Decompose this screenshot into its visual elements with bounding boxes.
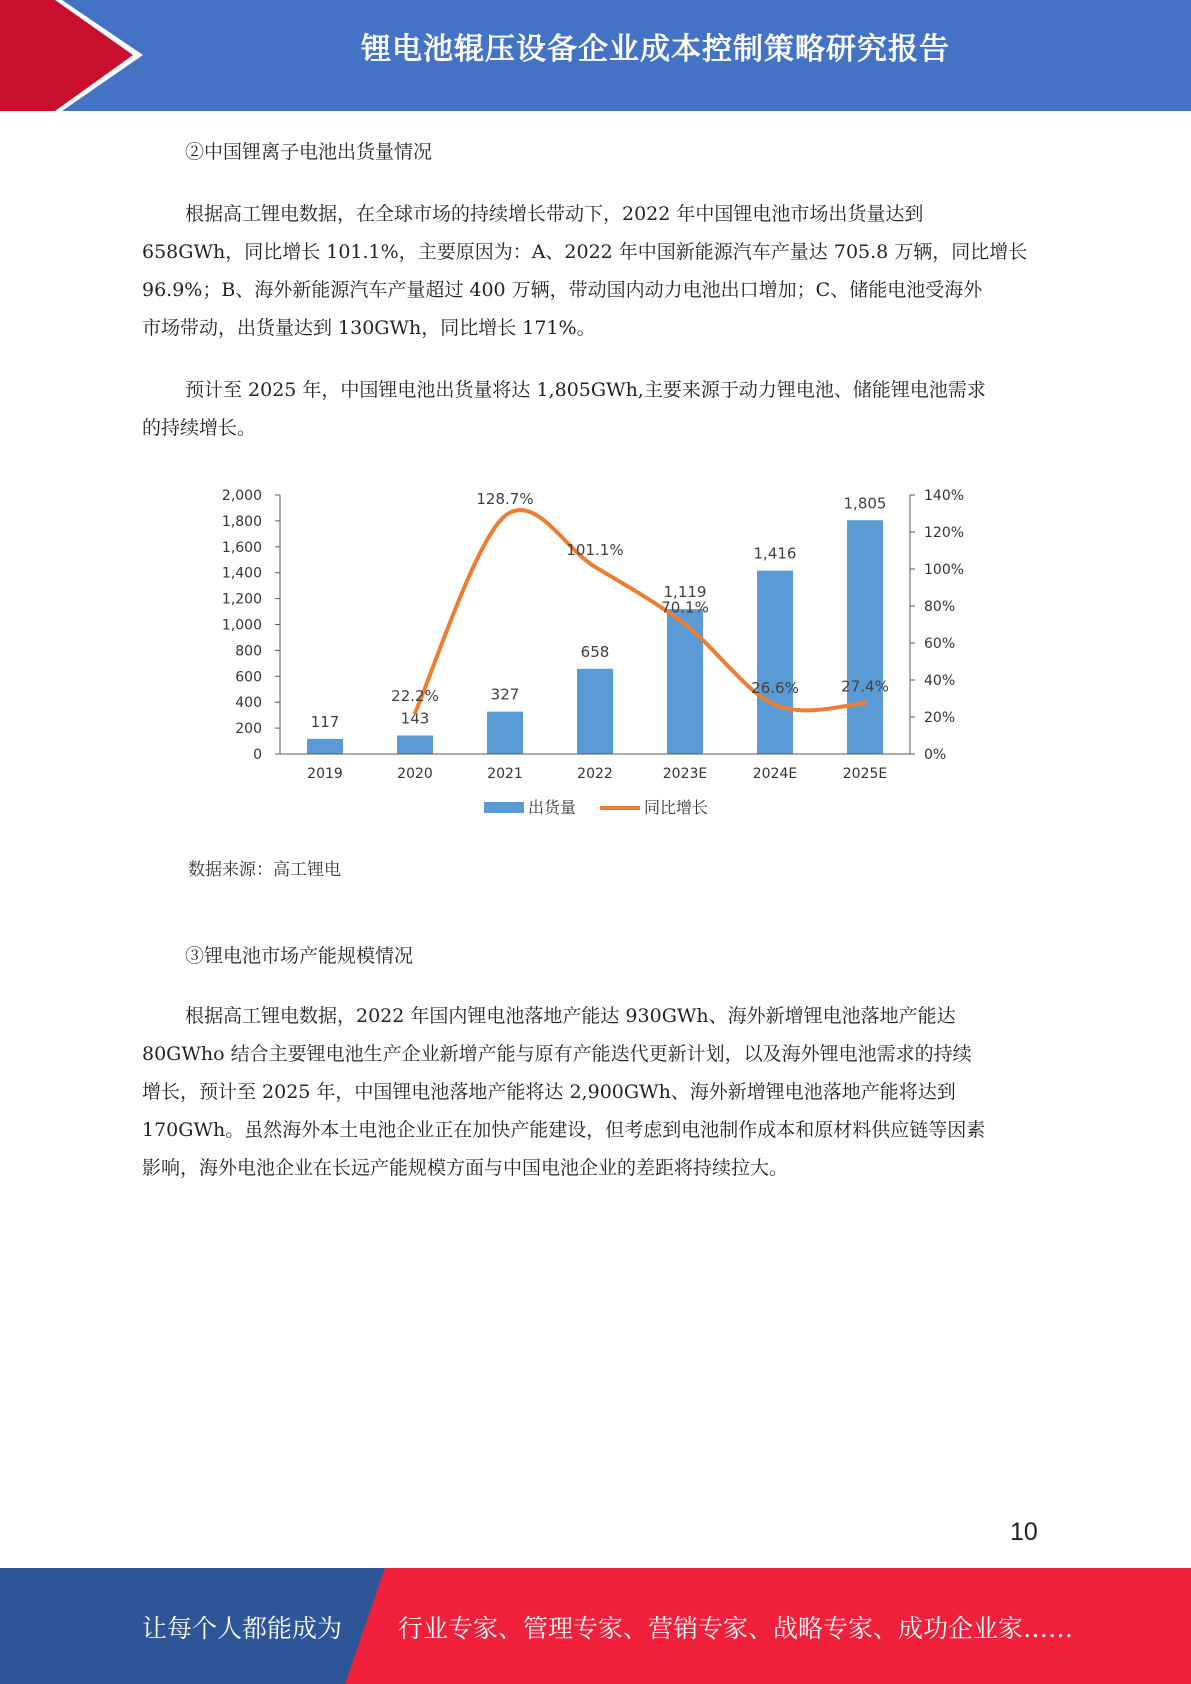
right-tick-label: 80%: [924, 599, 956, 615]
para-line: 预计至 2025 年，中国锂电池出货量将达 1,805GWh,主要来源于动力锂电池、储能锂电池需求: [185, 379, 986, 401]
page-number: 10: [1010, 1518, 1038, 1546]
bar: [577, 669, 613, 754]
paragraph-shipments: [142, 195, 1047, 347]
para-line: 根据高工锂电数据，2022 年国内锂电池落地产能达 930GWh、海外新增锂电池落地产能达: [185, 1005, 956, 1027]
shipment-chart: [200, 478, 990, 830]
x-tick-label: 2021: [487, 766, 523, 782]
right-tick-label: 20%: [924, 710, 956, 726]
page-footer: [0, 1568, 1191, 1684]
left-axis: [222, 488, 280, 763]
para-line: 根据高工锂电数据，在全球市场的持续增长带动下，2022 年中国锂电池市场出货量达到: [185, 203, 924, 225]
para-line: 96.9%；B、海外新能源汽车产量超过 400 万辆，带动国内动力电池出口增加；C、储能电池受海外: [142, 279, 983, 301]
left-tick-label: 1,400: [221, 565, 262, 582]
left-tick-label: 200: [235, 721, 262, 738]
data-source-note: 数据来源：高工锂电: [188, 860, 341, 880]
para-line: 市场带动，出货量达到 130GWh，同比增长 171%。: [142, 317, 596, 339]
left-tick-label: 1,600: [221, 539, 262, 556]
bar-data-label: 117: [310, 712, 340, 731]
right-tick-label: 0%: [924, 747, 947, 763]
bar-series: [307, 494, 886, 754]
bar: [757, 571, 793, 754]
legend-line-label: 同比增长: [644, 798, 709, 817]
right-tick-label: 100%: [924, 562, 965, 578]
left-tick-label: 600: [235, 669, 262, 686]
x-tick-label: 2025E: [842, 766, 888, 782]
para-line: 658GWh，同比增长 101.1%，主要原因为：A、2022 年中国新能源汽车产量达 705.8 万辆，同比增长: [142, 241, 1028, 263]
report-title: 锂电池辊压设备企业成本控制策略研究报告: [361, 32, 950, 67]
para-line: 的持续增长。: [142, 417, 257, 439]
legend-bar-swatch: [484, 802, 524, 813]
header-chevron-icon: [0, 0, 200, 111]
left-tick-label: 2,000: [221, 488, 262, 504]
bar: [487, 712, 523, 754]
bar-data-label: 658: [580, 642, 610, 661]
left-tick-label: 1,200: [221, 591, 262, 608]
paragraph-forecast: [142, 371, 1047, 447]
legend-bar-label: 出货量: [528, 798, 577, 817]
bar-data-label: 1,416: [753, 544, 797, 563]
bar-data-label: 1,805: [843, 494, 887, 513]
line-data-label: 101.1%: [566, 540, 624, 559]
para-line: 影响，海外电池企业在长远产能规模方面与中国电池企业的差距将持续拉大。: [142, 1157, 789, 1179]
bar-data-label: 327: [490, 685, 520, 704]
left-tick-label: 1,800: [221, 513, 262, 530]
x-tick-label: 2020: [397, 766, 433, 782]
left-tick-label: 400: [235, 695, 262, 712]
x-tick-label: 2022: [577, 766, 613, 782]
left-tick-label: 800: [235, 643, 262, 660]
line-data-label: 22.2%: [391, 686, 439, 705]
right-tick-label: 140%: [924, 488, 965, 504]
left-tick-label: 1,000: [221, 617, 262, 634]
right-tick-label: 60%: [924, 636, 956, 652]
right-tick-label: 40%: [924, 673, 956, 689]
chart-legend: [484, 798, 708, 817]
line-data-label: 70.1%: [661, 598, 709, 617]
x-tick-label: 2023E: [662, 766, 708, 782]
x-tick-label: 2024E: [752, 766, 798, 782]
footer-slogan-left: 让每个人都能成为: [142, 1614, 343, 1643]
bar: [397, 735, 433, 754]
line-data-label: 26.6%: [751, 678, 799, 697]
left-tick-label: 0: [253, 747, 262, 763]
para-line: 170GWh。虽然海外本土电池企业正在加快产能建设，但考虑到电池制作成本和原材料供应链等因素: [142, 1119, 986, 1141]
page-header: [0, 0, 1191, 111]
x-tick-label: 2019: [307, 766, 343, 782]
section-heading-capacity: ③锂电池市场产能规模情况: [185, 945, 414, 967]
x-axis: [280, 754, 910, 782]
footer-slogan-right: 行业专家、管理专家、营销专家、战略专家、成功企业家……: [398, 1614, 1074, 1643]
section-heading-shipments: ②中国锂离子电池出货量情况: [185, 141, 433, 163]
para-line: 80GWho 结合主要锂电池生产企业新增产能与原有产能迭代更新计划，以及海外锂电池需求的持续: [142, 1043, 972, 1065]
bar: [847, 520, 883, 754]
bar-data-label: 143: [400, 709, 430, 728]
right-axis: [910, 488, 964, 763]
para-line: 增长，预计至 2025 年，中国锂电池落地产能将达 2,900GWh、海外新增锂电池落地产能将达到: [142, 1081, 956, 1103]
right-tick-label: 120%: [924, 525, 965, 541]
bar-data-label: 1,119: [663, 583, 707, 602]
line-data-label: 27.4%: [841, 677, 889, 696]
paragraph-capacity: [142, 997, 1047, 1187]
bar: [667, 609, 703, 754]
line-data-label: 128.7%: [476, 489, 534, 508]
line-series: [391, 490, 889, 713]
bar: [307, 739, 343, 754]
